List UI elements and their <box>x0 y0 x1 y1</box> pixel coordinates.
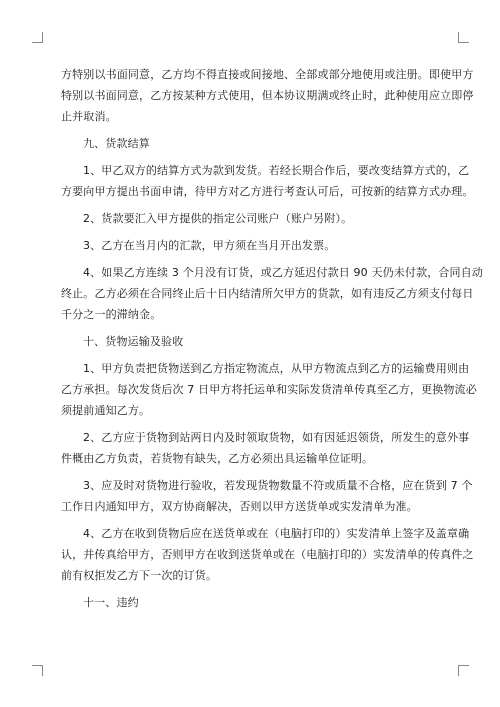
paragraph-line: 特别以书面同意，乙方按某种方式使用，但本协议期满或终止时，此种使用应立即停 <box>61 89 474 102</box>
paragraph-line: 4、乙方在收到货物后应在送货单或在（电脑打印的）实发清单上签字及盖章确 <box>83 527 470 540</box>
paragraph-line: 千分之一的滞纳金。 <box>61 308 162 321</box>
paragraph-line: 终止。乙方必须在合同终止后十日内结清所欠甲方的货款，如有违反乙方须支付每日 <box>61 287 474 300</box>
paragraph-line: 须提前通知乙方。 <box>61 404 151 417</box>
paragraph-line: 2、乙方应于货物到站两日内及时领取货物，如有因延迟领货，所发生的意外事 <box>83 431 470 444</box>
paragraph-line: 工作日内通知甲方，双方协商解决，否则以甲方送货单或实发清单为准。 <box>61 500 418 513</box>
crop-mark-top-left <box>32 32 43 43</box>
paragraph-line: 前有权拒发乙方下一次的订货。 <box>61 569 218 582</box>
section-heading-11: 十一、违约 <box>83 596 139 609</box>
paragraph-line: 3、乙方在当月内的汇款，甲方须在当月开出发票。 <box>83 239 336 252</box>
crop-mark-bottom-right <box>458 665 469 676</box>
paragraph-line: 1、甲方负责把货物送到乙方指定物流点，从甲方物流点到乙方的运输费用则由 <box>83 362 470 375</box>
paragraph-line: 2、货款要汇入甲方提供的指定公司账户（账户另附）。 <box>83 212 353 225</box>
paragraph-line: 乙方承担。每次发货后次 7 日甲方将托运单和实际发货清单传真至乙方，更换物流必 <box>61 383 477 396</box>
paragraph-line: 方特别以书面同意，乙方均不得直接或间接地、全部或部分地使用或注册。即使甲方 <box>61 68 474 81</box>
paragraph-line: 认，并传真给甲方，否则甲方在收到送货单或在（电脑打印的）实发清单的传真件之 <box>61 548 474 561</box>
paragraph-line: 止并取消。 <box>61 110 117 123</box>
document-page <box>61 64 483 613</box>
section-heading-10: 十、货物运输及验收 <box>83 335 184 348</box>
paragraph-line: 3、应及时对货物进行验收，若发现货物数量不符或质量不合格，应在货到 7 个 <box>83 479 473 492</box>
paragraph-line: 4、如果乙方连续 3 个月没有订货，或乙方延迟付款日 90 天仍未付款，合同自动 <box>83 266 483 279</box>
paragraph-line: 1、甲乙双方的结算方式为款到发货。若经长期合作后，要改变结算方式的，乙 <box>83 164 470 177</box>
section-heading-9: 九、货款结算 <box>83 137 150 150</box>
crop-mark-top-right <box>458 32 469 43</box>
paragraph-line: 件概由乙方负责，若货物有缺失，乙方必须出具运输单位证明。 <box>61 452 374 465</box>
paragraph-line: 方要向甲方提出书面申请，待甲方对乙方进行考查认可后，可按新的结算方式办理。 <box>61 185 474 198</box>
crop-mark-bottom-left <box>32 665 43 676</box>
